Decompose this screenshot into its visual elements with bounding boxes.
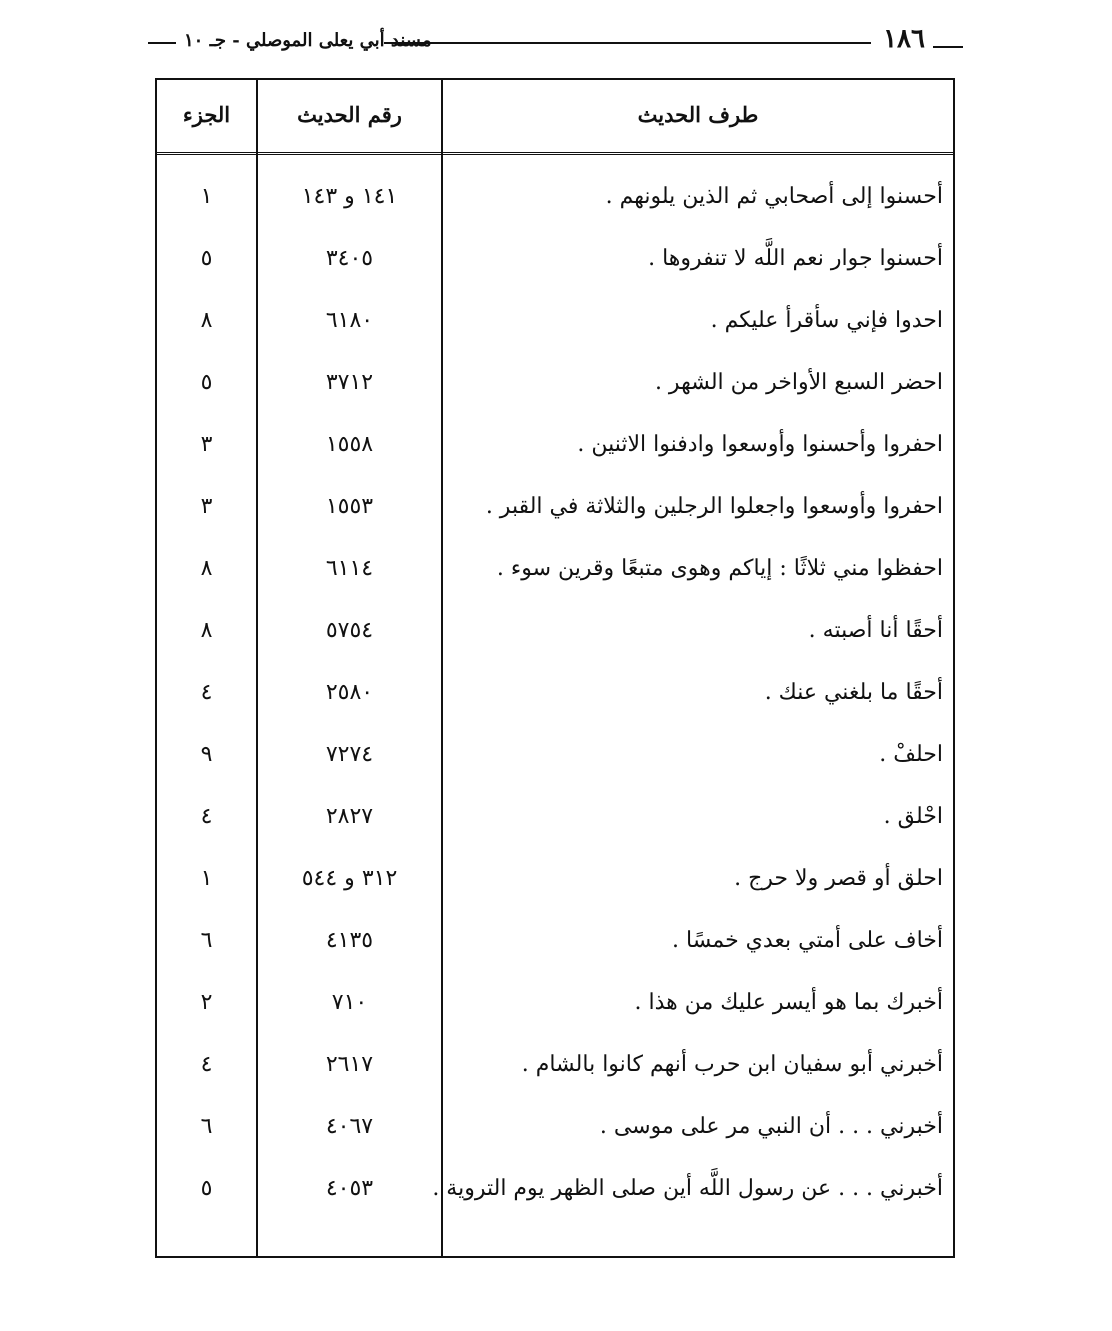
hadith-number-cell: ٤١٣٥ bbox=[325, 928, 374, 953]
hadith-number-cell: ٦١١٤ bbox=[325, 556, 374, 581]
column-header-text: طرف الحديث bbox=[637, 102, 759, 127]
table-row bbox=[157, 804, 953, 864]
hadith-number-cell: ٣٤٠٥ bbox=[325, 246, 374, 271]
header-rule bbox=[384, 42, 871, 44]
column-header-part: الجزء bbox=[182, 102, 231, 127]
page-number: ١٨٦ bbox=[883, 24, 925, 54]
hadith-text-cell: أحقًا ما بلغني عنك . bbox=[764, 680, 943, 705]
hadith-text-cell: أحسنوا جوار نعم اللَّه لا تنفروها . bbox=[648, 246, 943, 271]
table-row bbox=[157, 1114, 953, 1174]
hadith-number-cell: ٤٠٥٣ bbox=[325, 1176, 374, 1201]
hadith-number-cell: ٣٧١٢ bbox=[325, 370, 374, 395]
hadith-text-cell: احفظوا مني ثلاثًا : إياكم وهوى متبعًا وقرين سوء . bbox=[496, 556, 943, 581]
hadith-text-cell: احدوا فإني سأقرأ عليكم . bbox=[710, 308, 943, 333]
hadith-number-cell: ٥٧٥٤ bbox=[325, 618, 374, 643]
hadith-text-cell: احضر السبع الأواخر من الشهر . bbox=[654, 370, 943, 395]
table-row bbox=[157, 990, 953, 1050]
hadith-text-cell: أخبرني . . . أن النبي مر على موسى . bbox=[599, 1114, 943, 1139]
header-double-rule bbox=[157, 152, 953, 155]
column-header-number: رقم الحديث bbox=[297, 102, 402, 127]
table-row bbox=[157, 432, 953, 492]
hadith-text-cell: أخبرني . . . عن رسول اللَّه أين صلى الظهر يوم التروية . bbox=[432, 1176, 943, 1201]
hadith-number-cell: ١٥٥٣ bbox=[325, 494, 374, 519]
hadith-number-cell: ٢٨٢٧ bbox=[325, 804, 374, 829]
part-number-cell: ١ bbox=[200, 184, 213, 209]
hadith-text-cell: احْلق . bbox=[883, 804, 943, 829]
page-header bbox=[148, 22, 963, 62]
hadith-number-cell: ٦١٨٠ bbox=[325, 308, 374, 333]
table-row bbox=[157, 680, 953, 740]
header-dash-right bbox=[933, 46, 963, 48]
part-number-cell: ٣ bbox=[200, 494, 213, 519]
hadith-text-cell: احفروا وأحسنوا وأوسعوا وادفنوا الاثنين . bbox=[577, 432, 943, 457]
part-number-cell: ٣ bbox=[200, 432, 213, 457]
part-number-cell: ٨ bbox=[200, 308, 213, 333]
table-row bbox=[157, 742, 953, 802]
hadith-text-cell: أخبرني أبو سفيان ابن حرب أنهم كانوا بالشام . bbox=[521, 1052, 943, 1077]
table-row bbox=[157, 246, 953, 306]
table-row bbox=[157, 184, 953, 244]
hadith-number-cell: ١٥٥٨ bbox=[325, 432, 374, 457]
table-row bbox=[157, 1176, 953, 1236]
part-number-cell: ٦ bbox=[200, 1114, 213, 1139]
hadith-number-cell: ٤٠٦٧ bbox=[325, 1114, 374, 1139]
hadith-number-cell: ٣١٢ و ٥٤٤ bbox=[301, 866, 398, 891]
part-number-cell: ٥ bbox=[200, 370, 213, 395]
part-number-cell: ٨ bbox=[200, 556, 213, 581]
hadith-text-cell: أحقًا أنا أصبته . bbox=[808, 618, 943, 643]
hadith-text-cell: احلق أو قصر ولا حرج . bbox=[734, 866, 943, 891]
part-number-cell: ٢ bbox=[200, 990, 213, 1015]
table-row bbox=[157, 308, 953, 368]
part-number-cell: ١ bbox=[200, 866, 213, 891]
hadith-index-table bbox=[155, 78, 955, 1258]
part-number-cell: ٦ bbox=[200, 928, 213, 953]
table-row bbox=[157, 866, 953, 926]
table-row bbox=[157, 494, 953, 554]
table-row bbox=[157, 370, 953, 430]
part-number-cell: ٤ bbox=[200, 1052, 213, 1077]
hadith-number-cell: ٢٥٨٠ bbox=[325, 680, 374, 705]
table-row bbox=[157, 618, 953, 678]
hadith-number-cell: ٧١٠ bbox=[331, 990, 368, 1015]
part-number-cell: ٤ bbox=[200, 804, 213, 829]
hadith-text-cell: أخبرك بما هو أيسر عليك من هذا . bbox=[634, 990, 943, 1015]
part-number-cell: ٩ bbox=[200, 742, 213, 767]
table-row bbox=[157, 556, 953, 616]
hadith-number-cell: ١٤١ و ١٤٣ bbox=[301, 184, 398, 209]
hadith-text-cell: احفروا وأوسعوا واجعلوا الرجلين والثلاثة في القبر . bbox=[485, 494, 943, 519]
part-number-cell: ٥ bbox=[200, 1176, 213, 1201]
hadith-text-cell: أخاف على أمتي بعدي خمسًا . bbox=[672, 928, 943, 953]
hadith-text-cell: أحسنوا إلى أصحابي ثم الذين يلونهم . bbox=[605, 184, 943, 209]
hadith-text-cell: احلفْ . bbox=[879, 742, 943, 767]
header-dash-left bbox=[148, 42, 176, 44]
part-number-cell: ٥ bbox=[200, 246, 213, 271]
hadith-number-cell: ٢٦١٧ bbox=[325, 1052, 374, 1077]
part-number-cell: ٨ bbox=[200, 618, 213, 643]
table-row bbox=[157, 1052, 953, 1112]
hadith-number-cell: ٧٢٧٤ bbox=[325, 742, 374, 767]
table-row bbox=[157, 928, 953, 988]
running-title: مسند أبي يعلى الموصلي - جـ ١٠ bbox=[184, 30, 432, 51]
part-number-cell: ٤ bbox=[200, 680, 213, 705]
